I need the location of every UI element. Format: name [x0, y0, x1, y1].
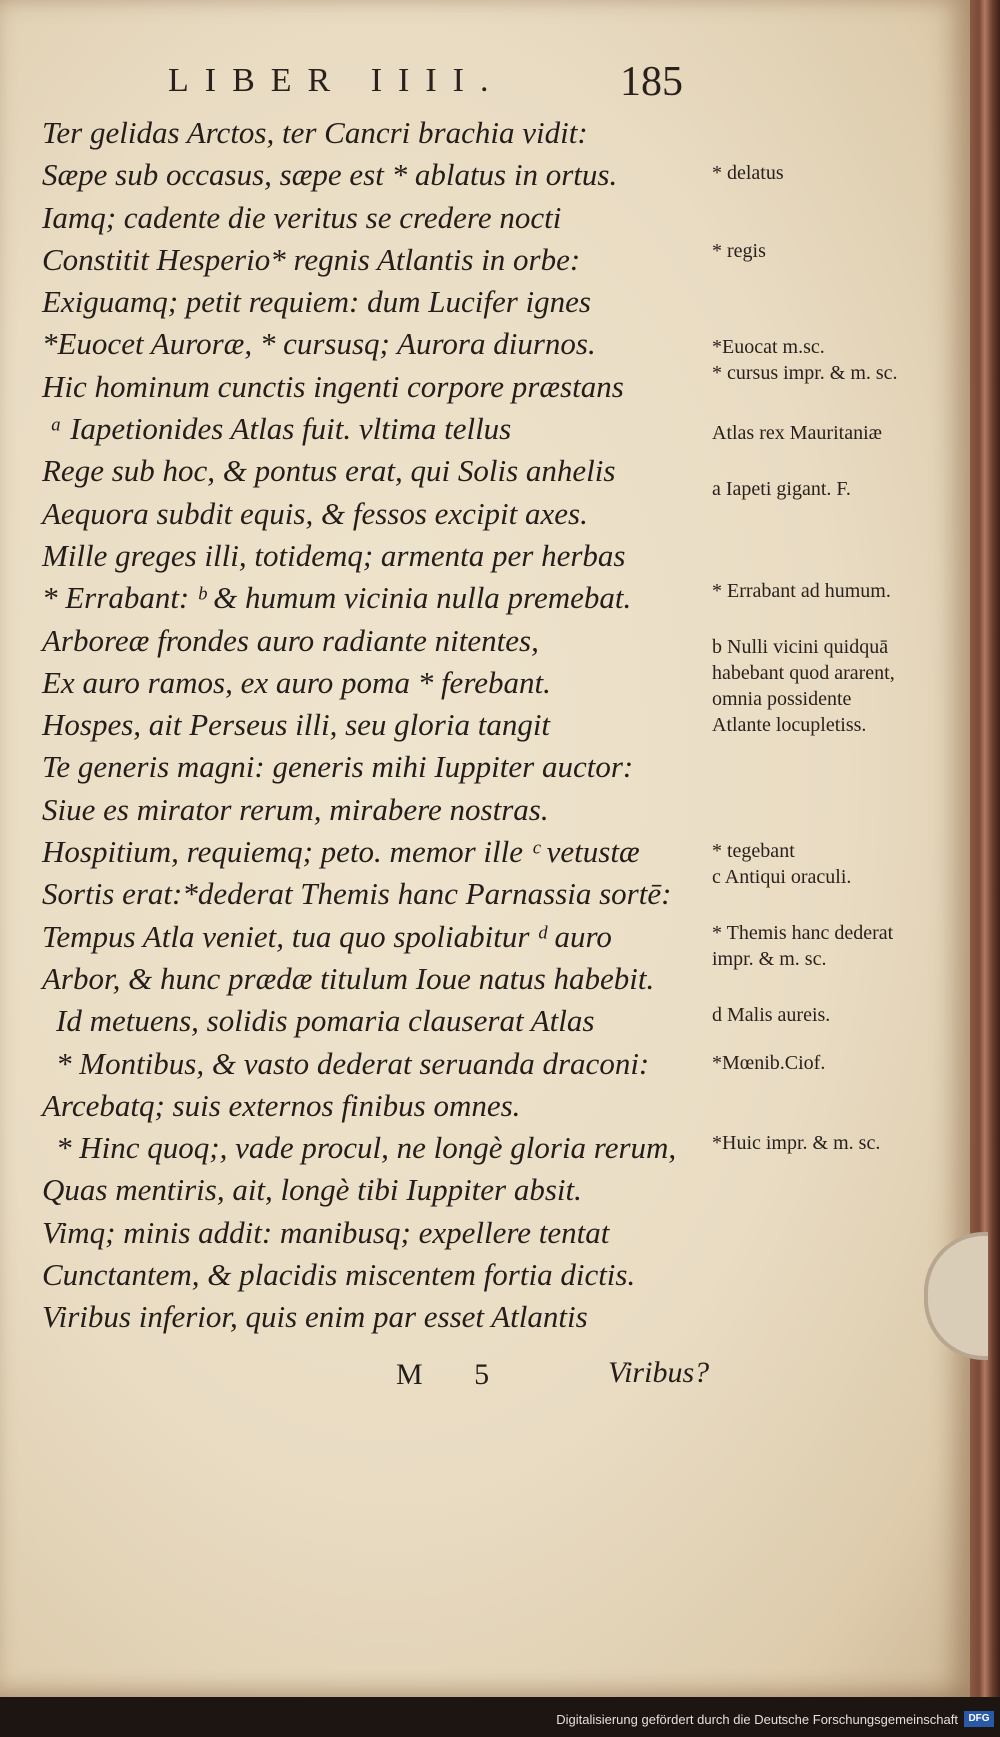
page-number: 185	[620, 59, 683, 105]
marginal-note: *Huic impr. & m. sc.	[712, 1132, 881, 1154]
marginal-note: a Iapeti gigant. F.	[712, 478, 851, 500]
verse-line: * Montibus, & vasto dederat seruanda draconi:	[56, 1045, 650, 1081]
verse-line: Arboreæ frondes auro radiante nitentes,	[42, 622, 539, 658]
verse-line: Arcebatq; suis externos finibus omnes.	[42, 1087, 521, 1123]
verse-line: Id metuens, solidis pomaria clauserat Atlas	[56, 1003, 595, 1039]
marginal-note: Atlas rex Mauritaniæ	[712, 422, 882, 444]
verse-line: Sortis erat:*dederat Themis hanc Parnassia sortē:	[42, 876, 672, 912]
verse-line: Arbor, & hunc prædæ titulum Ioue natus habebit.	[42, 960, 655, 996]
marginal-note: * regis	[712, 240, 766, 262]
marginal-note: * Themis hanc dederat impr. & m. sc.	[712, 922, 894, 970]
verse-line: Cunctantem, & placidis miscentem fortia dictis.	[42, 1257, 636, 1293]
verse-line: * Hinc quoq;, vade procul, ne longè gloria rerum,	[56, 1130, 677, 1166]
signature-mark: M 5	[396, 1358, 512, 1391]
dfg-logo: DFG	[964, 1711, 994, 1727]
verse-line: Constitit Hesperio* regnis Atlantis in orbe:	[42, 241, 581, 277]
page-footer	[0, 1348, 800, 1398]
catchword: Viribus?	[608, 1356, 710, 1389]
marginal-note: * cursus impr. & m. sc.	[712, 362, 898, 384]
verse-line: Hospitium, requiemq; peto. memor ille ᶜ vetustæ	[42, 834, 640, 870]
verse-line: Vimq; minis addit: manibusq; expellere tentat	[42, 1214, 610, 1250]
verse-line: Iamq; cadente die veritus se credere nocti	[42, 199, 562, 235]
verse-line: Ter gelidas Arctos, ter Cancri brachia vidit:	[42, 115, 588, 150]
verse-line: Aequora subdit equis, & fessos excipit axes.	[42, 495, 588, 531]
marginal-note: b Nulli vicini quidquā habebant quod ararent, omnia possidente Atlante locupletiss.	[712, 636, 895, 736]
verse-line: Mille greges illi, totidemq; armenta per herbas	[42, 537, 626, 573]
marginal-note: c Antiqui oraculi.	[712, 866, 852, 888]
verse-line: * Errabant: ᵇ & humum vicinia nulla premebat.	[42, 580, 632, 616]
verse-column	[42, 112, 732, 1339]
marginal-note: *Mœnib.Ciof.	[712, 1052, 826, 1074]
marginal-note: * Errabant ad humum.	[712, 580, 891, 602]
page-header	[0, 58, 700, 108]
marginal-note: *Euocat m.sc.	[712, 336, 825, 358]
verse-line: Exiguamq; petit requiem: dum Lucifer ignes	[42, 284, 591, 320]
marginal-note: d Malis aureis.	[712, 1004, 831, 1026]
running-head: LIBER IIII.	[168, 62, 505, 99]
verse-line: *Euocet Auroræ, * cursusq; Aurora diurnos.	[42, 326, 596, 362]
verse-line: Viribus inferior, quis enim par esset Atlantis	[42, 1299, 588, 1335]
digitization-credit: Digitalisierung gefördert durch die Deutsche Forschungsgemeinschaft	[556, 1712, 958, 1727]
verse-line: Hospes, ait Perseus illi, seu gloria tangit	[42, 707, 551, 743]
verse-line: Rege sub hoc, & pontus erat, qui Solis anhelis	[42, 453, 616, 489]
verse-line: ᵃ Iapetionides Atlas fuit. vltima tellus	[50, 411, 512, 447]
marginal-note: * tegebant	[712, 840, 795, 862]
verse-line: Tempus Atla veniet, tua quo spoliabitur ᵈ auro	[42, 918, 612, 954]
verse-line: Sæpe sub occasus, sæpe est * ablatus in ortus.	[42, 157, 618, 193]
verse-line: Quas mentiris, ait, longè tibi Iuppiter absit.	[42, 1172, 582, 1208]
marginal-note: * delatus	[712, 162, 784, 184]
verse-line: Te generis magni: generis mihi Iuppiter auctor:	[42, 749, 634, 785]
verse-line: Siue es mirator rerum, mirabere nostras.	[42, 791, 549, 827]
verse-line: Ex auro ramos, ex auro poma * ferebant.	[42, 664, 551, 700]
verse-line: Hic hominum cunctis ingenti corpore præstans	[42, 368, 624, 404]
